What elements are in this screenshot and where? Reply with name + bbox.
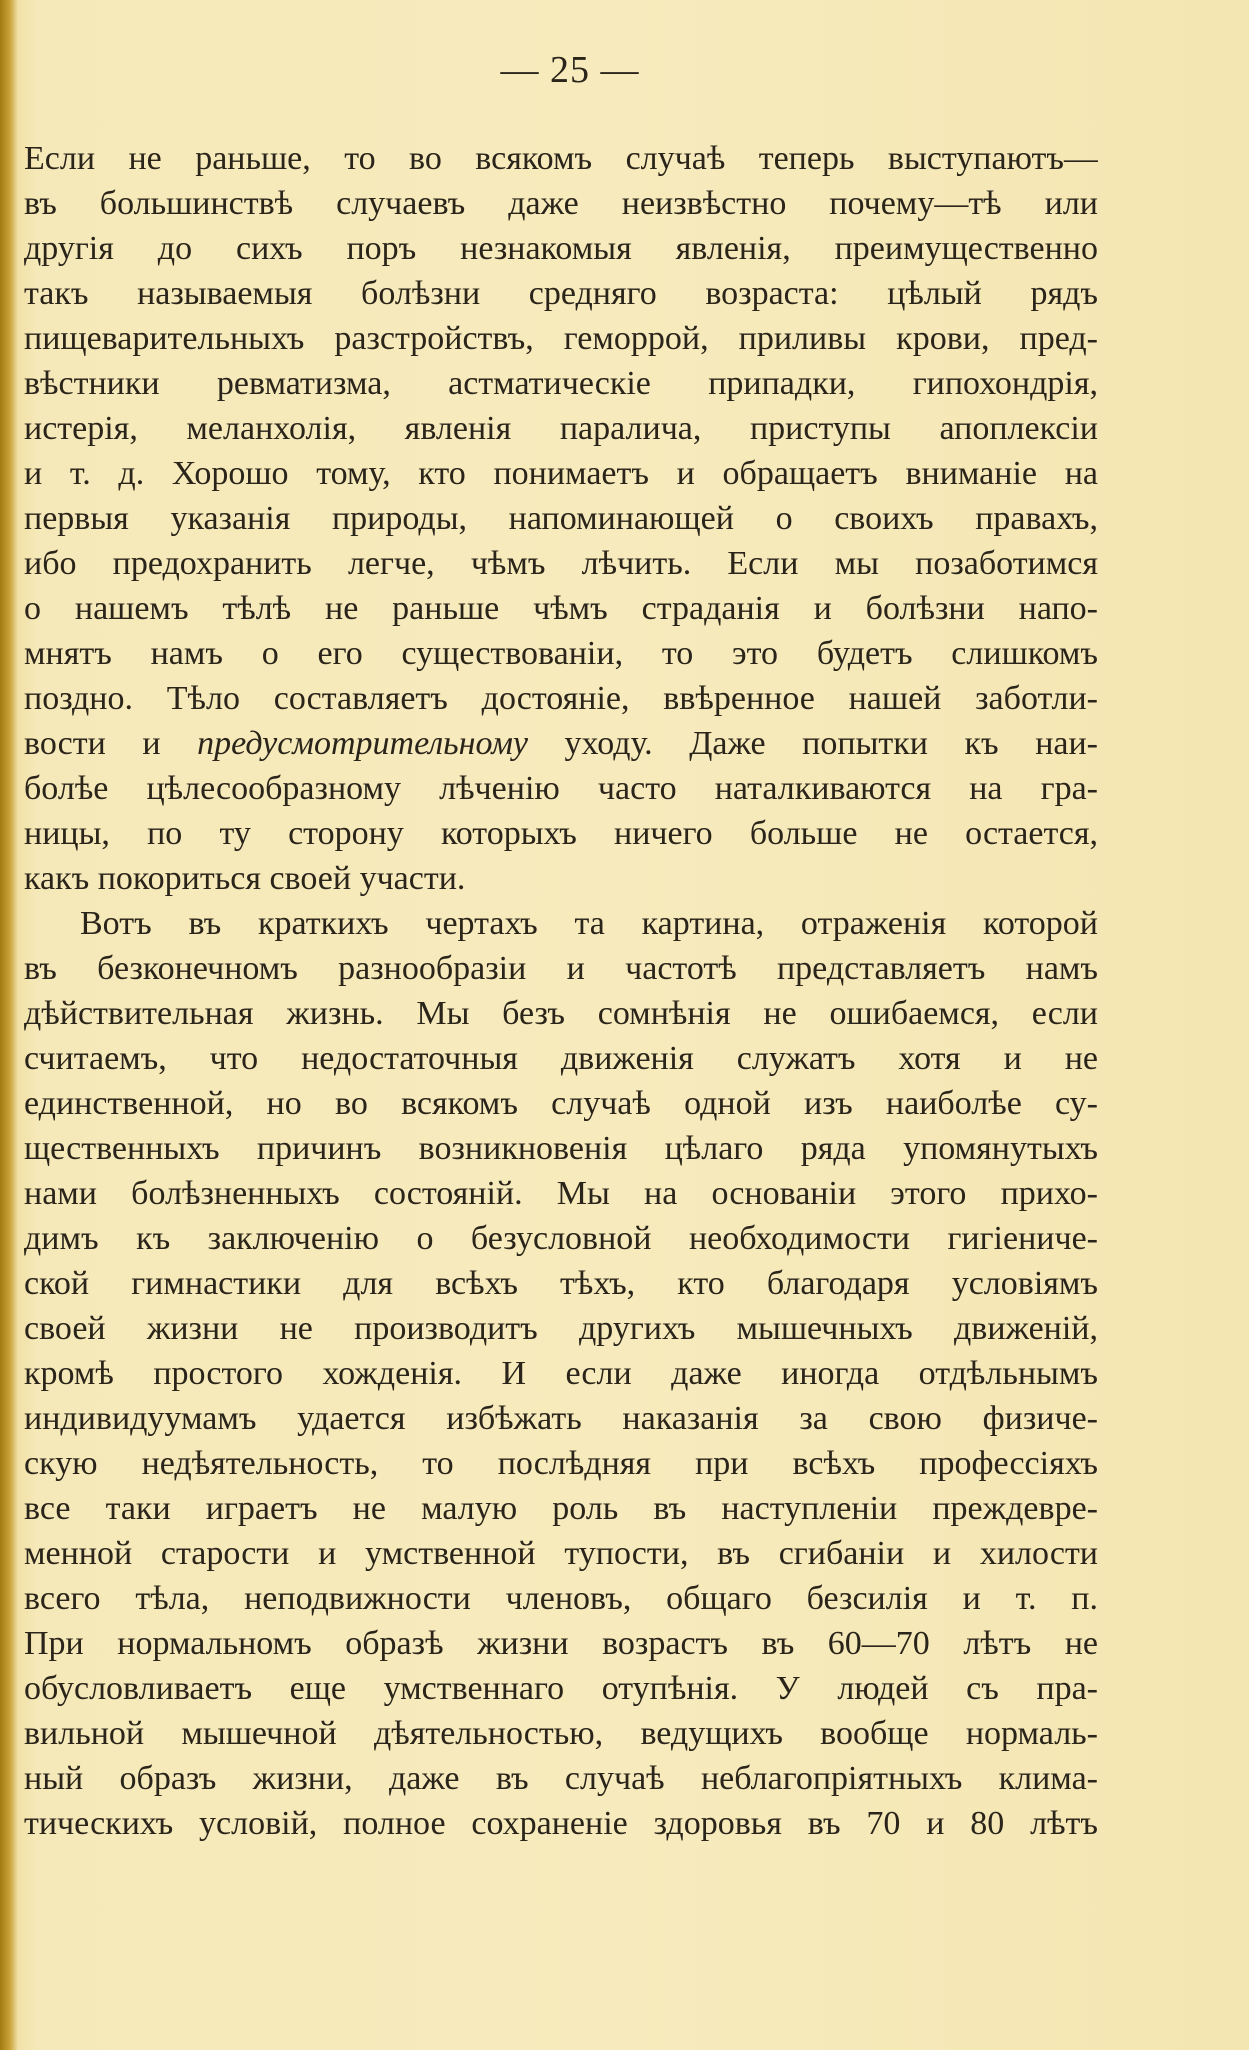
text-fragment: вости и bbox=[24, 725, 198, 762]
body-text bbox=[24, 136, 1098, 1846]
text-line: димъ къ заключенію о безусловной необходимости гигіениче- bbox=[24, 1220, 1098, 1257]
text-line: первыя указанія природы, напоминающей о своихъ правахъ, bbox=[24, 500, 1098, 537]
text-line: о нашемъ тѣлѣ не раньше чѣмъ страданія и болѣзни напо- bbox=[24, 590, 1098, 627]
paragraph-start-line: Вотъ въ краткихъ чертахъ та картина, отраженія которой bbox=[80, 905, 1098, 942]
text-line: мнятъ намъ о его существованіи, то это будетъ слишкомъ bbox=[24, 635, 1098, 672]
text-line: обусловливаетъ еще умственнаго отупѣнія. У людей съ пра- bbox=[24, 1670, 1098, 1707]
italic-word: предусмотрительному bbox=[197, 725, 528, 762]
page-number: — 25 — bbox=[500, 49, 640, 91]
text-line: истерія, меланхолія, явленія паралича, приступы апоплексіи bbox=[24, 410, 1098, 447]
spine-shadow bbox=[0, 0, 18, 2050]
text-line: болѣе цѣлесообразному лѣченію часто наталкиваются на гра- bbox=[24, 770, 1098, 807]
text-line: кромѣ простого хожденія. И если даже иногда отдѣльнымъ bbox=[24, 1355, 1098, 1392]
text-line: Если не раньше, то во всякомъ случаѣ теперь выступаютъ— bbox=[24, 140, 1098, 177]
text-line: менной старости и умственной тупости, въ сгибаніи и хилости bbox=[24, 1535, 1098, 1572]
text-line: скую недѣятельность, то послѣдняя при всѣхъ профессіяхъ bbox=[24, 1445, 1098, 1482]
text-line: ный образъ жизни, даже въ случаѣ неблагопріятныхъ клима- bbox=[24, 1760, 1098, 1797]
text-line: нами болѣзненныхъ состояній. Мы на основаніи этого прихо- bbox=[24, 1175, 1098, 1212]
text-line: индивидуумамъ удается избѣжать наказанія за свою физиче- bbox=[24, 1400, 1098, 1437]
text-line: ибо предохранить легче, чѣмъ лѣчить. Если мы позаботимся bbox=[24, 545, 1098, 582]
text-line: щественныхъ причинъ возникновенія цѣлаго ряда упомянутыхъ bbox=[24, 1130, 1098, 1167]
text-line: ской гимнастики для всѣхъ тѣхъ, кто благодаря условіямъ bbox=[24, 1265, 1098, 1302]
text-fragment: уходу. Даже попытки къ наи- bbox=[528, 725, 1098, 762]
text-line: другія до сихъ поръ незнакомыя явленія, преимущественно bbox=[24, 230, 1098, 267]
text-line-with-italic bbox=[24, 721, 1098, 766]
text-line: и т. д. Хорошо тому, кто понимаетъ и обращаетъ вниманіе на bbox=[24, 455, 1098, 492]
text-line: ницы, по ту сторону которыхъ ничего больше не остается, bbox=[24, 815, 1098, 852]
text-line: какъ покориться своей участи. bbox=[24, 860, 466, 897]
text-line: поздно. Тѣло составляетъ достояніе, ввѣренное нашей заботли- bbox=[24, 680, 1098, 717]
text-line: тическихъ условій, полное сохраненіе здоровья въ 70 и 80 лѣтъ bbox=[24, 1805, 1098, 1842]
text-line: такъ называемыя болѣзни средняго возраста: цѣлый рядъ bbox=[24, 275, 1098, 312]
text-line: пищеварительныхъ разстройствъ, геморрой, приливы крови, пред- bbox=[24, 320, 1098, 357]
text-line: въ безконечномъ разнообразіи и частотѣ представляетъ намъ bbox=[24, 950, 1098, 987]
text-line: всего тѣла, неподвижности членовъ, общаго безсилія и т. п. bbox=[24, 1580, 1098, 1617]
text-line: все таки играетъ не малую роль въ наступленіи преждевре- bbox=[24, 1490, 1098, 1527]
text-line: единственной, но во всякомъ случаѣ одной изъ наиболѣе су- bbox=[24, 1085, 1098, 1122]
text-line: своей жизни не производитъ другихъ мышечныхъ движеній, bbox=[24, 1310, 1098, 1347]
text-line: вѣстники ревматизма, астматическіе припадки, гипохондрія, bbox=[24, 365, 1098, 402]
text-line: вильной мышечной дѣятельностью, ведущихъ вообще нормаль- bbox=[24, 1715, 1098, 1752]
text-line: считаемъ, что недостаточныя движенія служатъ хотя и не bbox=[24, 1040, 1098, 1077]
text-line: дѣйствительная жизнь. Мы безъ сомнѣнія не ошибаемся, если bbox=[24, 995, 1098, 1032]
text-line: При нормальномъ образѣ жизни возрастъ въ 60—70 лѣтъ не bbox=[24, 1625, 1098, 1662]
text-line: въ большинствѣ случаевъ даже неизвѣстно почему—тѣ или bbox=[24, 185, 1098, 222]
